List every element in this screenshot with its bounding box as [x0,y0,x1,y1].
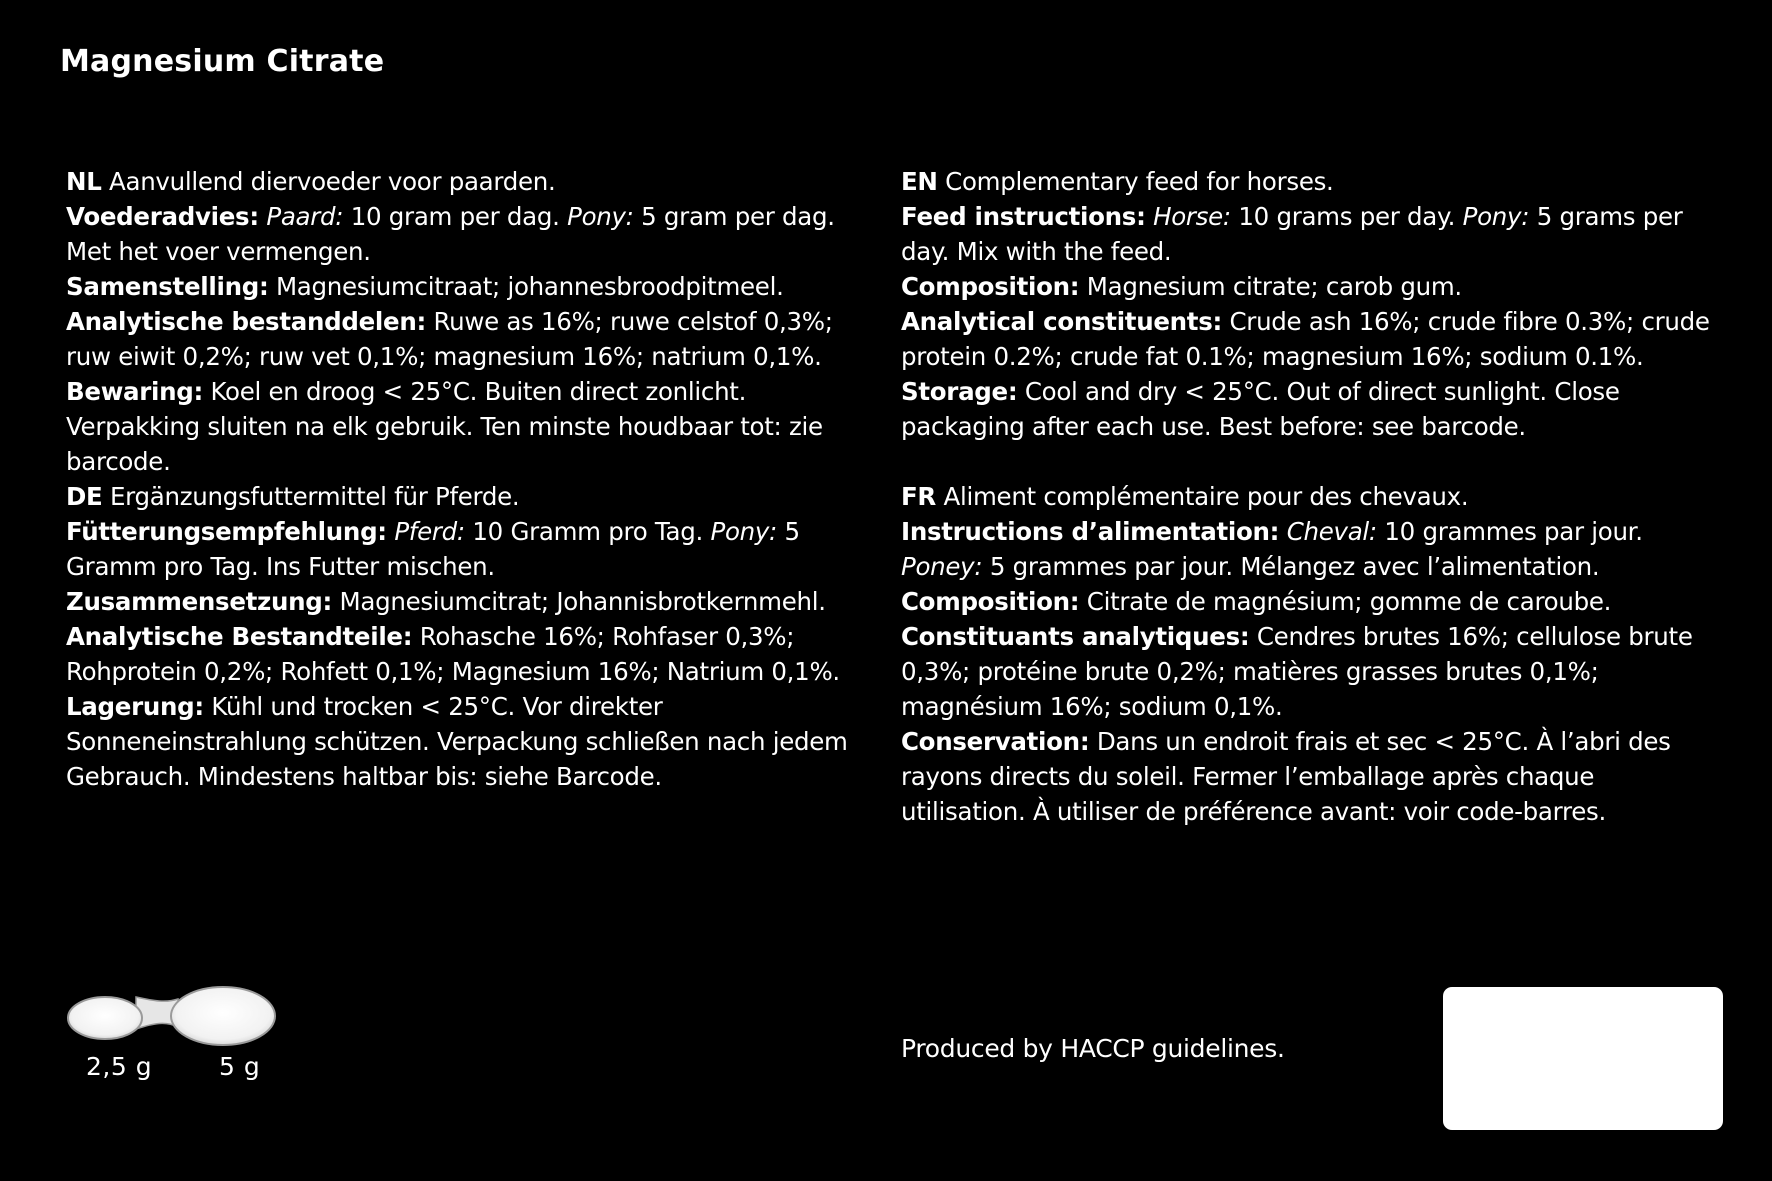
feed-label: Voederadvies: [66,202,259,231]
language-block-de [66,479,876,794]
feed-instructions [901,514,1711,584]
storage-text: Kühl und trocken < 25°C. Vor direkter Sonneneinstrahlung schützen. Verpackung schließen nach jedem Gebrauch. Mindestens haltbar bis: siehe Barcode. [66,692,848,791]
feed-animal-horse: Pferd: [394,517,465,546]
storage-text: Cool and dry < 25°C. Out of direct sunlight. Close packaging after each use. Best before: see barcode. [901,377,1620,441]
composition-text: Magnesium citrate; carob gum. [1086,272,1462,301]
analytical-text: Crude ash 16%; crude fibre 0.3%; crude protein 0.2%; crude fat 0.1%; magnesium 16%; sodium 0.1%. [901,307,1710,371]
feed-animal-pony: Poney: [901,552,983,581]
analytical-label: Analytische bestanddelen: [66,307,426,336]
analytical-constituents [66,304,876,374]
double-scoop-icon [66,985,286,1055]
language-code: EN [901,167,938,196]
feed-label: Instructions d’alimentation: [901,517,1280,546]
feed-animal-pony: Pony: [1462,202,1530,231]
feed-text-horse: 10 grams per day. [1238,202,1456,231]
feed-label: Fütterungsempfehlung: [66,517,387,546]
feed-animal-horse: Paard: [266,202,344,231]
analytical-label: Analytische Bestandteile: [66,622,413,651]
language-block-fr [901,479,1711,829]
storage-label: Lagerung: [66,692,204,721]
language-block-en [901,164,1711,444]
feed-label: Feed instructions: [901,202,1146,231]
intro-text: Aanvullend diervoeder voor paarden. [109,167,556,196]
analytical-constituents [901,619,1711,724]
intro-text: Ergänzungsfuttermittel für Pferde. [109,482,520,511]
feed-text-pony: 5 grams per day. Mix with the feed. [901,202,1683,266]
product-title: Magnesium Citrate [60,44,385,79]
scoop-small-label: 2,5 g [86,1052,153,1081]
feed-text-pony: 5 gram per dag. Met het voer vermengen. [66,202,835,266]
analytical-text: Ruwe as 16%; ruwe celstof 0,3%; ruw eiwit 0,2%; ruw vet 0,1%; magnesium 16%; natrium 0,1%. [66,307,833,371]
feed-instructions [66,514,876,584]
storage [901,724,1711,829]
analytical-text: Cendres brutes 16%; cellulose brute 0,3%; protéine brute 0,2%; matières grasses brutes 0,1%; magnésium 16%; sodium 0,1%. [901,622,1693,721]
composition [66,584,876,619]
composition-label: Samenstelling: [66,272,269,301]
scoop-large-label: 5 g [219,1052,261,1081]
feed-animal-pony: Pony: [567,202,634,231]
analytical-label: Constituants analytiques: [901,622,1250,651]
feed-animal-horse: Cheval: [1286,517,1377,546]
storage-label: Storage: [901,377,1018,406]
haccp-statement: Produced by HACCP guidelines. [901,1034,1285,1063]
feed-text-pony: 5 Gramm pro Tag. Ins Futter mischen. [66,517,800,581]
composition-label: Zusammensetzung: [66,587,333,616]
intro-text: Complementary feed for horses. [945,167,1334,196]
analytical-constituents [66,619,876,689]
composition [901,584,1711,619]
language-block-nl [66,164,876,479]
storage [66,689,876,794]
composition-label: Composition: [901,587,1080,616]
feed-instructions [901,199,1711,269]
storage-text: Koel en droog < 25°C. Buiten direct zonlicht. Verpakking sluiten na elk gebruik. Ten minste houdbaar tot: zie barcode. [66,377,823,476]
storage-label: Conservation: [901,727,1090,756]
analytical-label: Analytical constituents: [901,307,1222,336]
analytical-constituents [901,304,1711,374]
feed-animal-horse: Horse: [1153,202,1231,231]
composition-text: Citrate de magnésium; gomme de caroube. [1086,587,1612,616]
intro-line [901,479,1711,514]
feed-text-horse: 10 gram per dag. [350,202,560,231]
barcode-placeholder [1443,987,1723,1130]
storage [901,374,1711,444]
composition-text: Magnesiumcitrat; Johannisbrotkernmehl. [339,587,826,616]
storage [66,374,876,479]
language-code: DE [66,482,103,511]
composition-label: Composition: [901,272,1080,301]
intro-line [901,164,1711,199]
composition [66,269,876,304]
feed-text-pony: 5 grammes par jour. Mélangez avec l’alimentation. [989,552,1600,581]
feed-text-horse: 10 Gramm pro Tag. [472,517,703,546]
feed-animal-pony: Pony: [710,517,778,546]
intro-line [66,164,876,199]
storage-text: Dans un endroit frais et sec < 25°C. À l’abri des rayons directs du soleil. Fermer l’emballage après chaque utilisation. À utiliser de préférence avant: voir code-barres. [901,727,1671,826]
storage-label: Bewaring: [66,377,204,406]
language-code: FR [901,482,937,511]
composition [901,269,1711,304]
feed-text-horse: 10 grammes par jour. [1384,517,1643,546]
intro-text: Aliment complémentaire pour des chevaux. [943,482,1469,511]
feed-instructions [66,199,876,269]
intro-line [66,479,876,514]
analytical-text: Rohasche 16%; Rohfaser 0,3%; Rohprotein 0,2%; Rohfett 0,1%; Magnesium 16%; Natrium 0,1%. [66,622,840,686]
composition-text: Magnesiumcitraat; johannesbroodpitmeel. [275,272,784,301]
language-code: NL [66,167,102,196]
